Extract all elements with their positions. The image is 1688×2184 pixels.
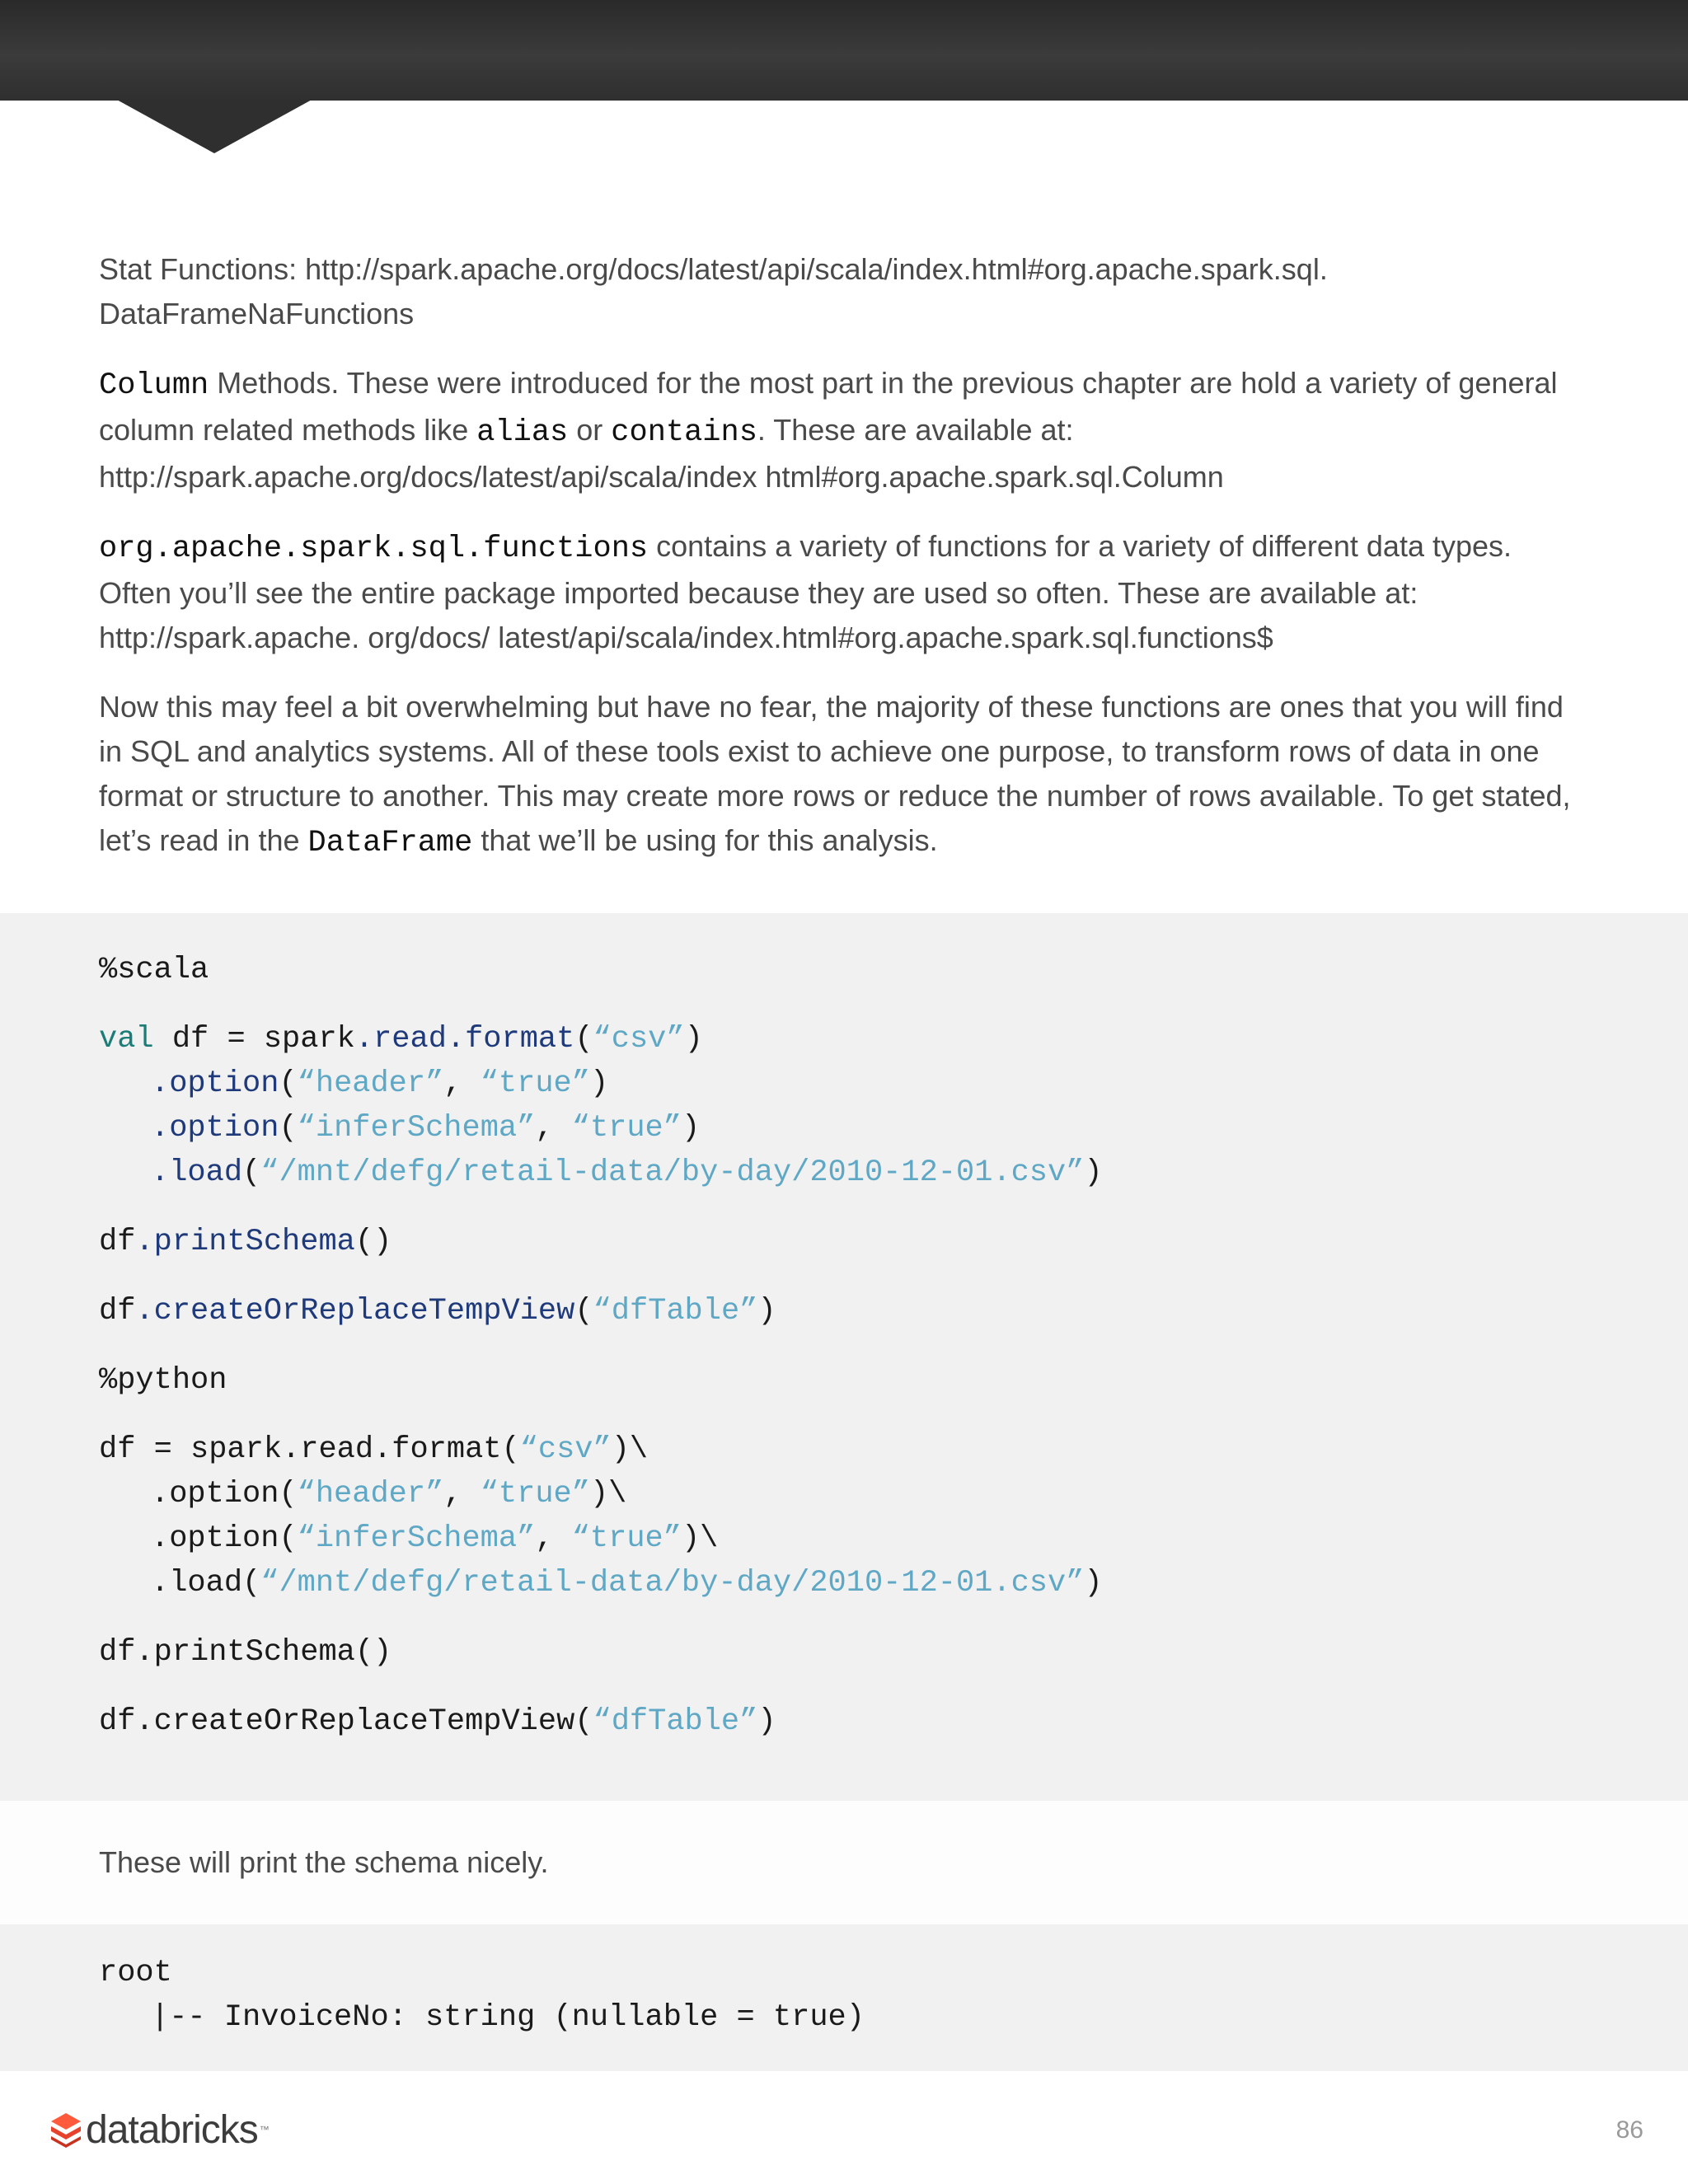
python-magic: %python xyxy=(99,1363,227,1398)
code-line xyxy=(99,1516,718,1561)
code-line xyxy=(99,1699,776,1744)
brand-name: databricks xyxy=(86,2107,258,2152)
code-string: “dfTable” xyxy=(593,1294,758,1329)
code-string: “dfTable” xyxy=(593,1704,758,1739)
code-string: “/mnt/defg/retail-data/by-day/2010-12-01.csv” xyxy=(260,1155,1085,1190)
code-line xyxy=(99,1472,626,1516)
code-fn: .createOrReplaceTempView xyxy=(135,1294,575,1329)
paragraph-column-methods xyxy=(99,361,1582,499)
schema-root: root xyxy=(99,1956,172,1990)
code-token: ) xyxy=(684,1022,703,1057)
code-fn: .option xyxy=(151,1066,279,1101)
code-token: ( xyxy=(279,1111,298,1146)
code-token: df xyxy=(99,1225,136,1259)
code-token: ) xyxy=(589,1066,609,1101)
code-token: ( xyxy=(574,1022,593,1057)
databricks-logo-icon xyxy=(49,2111,82,2148)
code-line xyxy=(99,1017,703,1062)
code-string: “true” xyxy=(480,1066,590,1101)
databricks-logo xyxy=(49,2107,270,2153)
brand-trademark: ™ xyxy=(259,2124,270,2135)
code-token: )\ xyxy=(681,1521,719,1556)
paragraph-stat-functions xyxy=(99,247,1582,336)
paragraph-text: or xyxy=(568,413,612,447)
code-token: df.createOrReplaceTempView( xyxy=(99,1704,593,1739)
code-line xyxy=(99,1289,776,1333)
code-token: ) xyxy=(1084,1155,1103,1190)
inline-code-functions-package: org.apache.spark.sql.functions xyxy=(99,532,649,566)
code-block-read xyxy=(0,913,1688,1801)
code-string: “inferSchema” xyxy=(297,1521,536,1556)
code-line xyxy=(99,1630,392,1675)
code-token: ) xyxy=(1084,1566,1103,1601)
scala-magic: %scala xyxy=(99,953,209,987)
code-string: “csv” xyxy=(593,1022,685,1057)
code-token: )\ xyxy=(611,1432,649,1467)
paragraph-stat-functions-text: Stat Functions: http://spark.apache.org/docs/latest/api/scala/index.html#org.apache.spark.sql. DataFrameNaFunctions xyxy=(99,252,1328,330)
schema-line xyxy=(99,1995,865,2040)
code-token: ) xyxy=(757,1704,776,1739)
code-token: , xyxy=(535,1111,572,1146)
paragraph-text: that we’ll be using for this analysis. xyxy=(472,823,938,857)
code-line xyxy=(99,1427,648,1472)
code-token: df = spark.read.format( xyxy=(99,1432,520,1467)
code-string: “true” xyxy=(571,1521,682,1556)
code-fn: .read.format xyxy=(354,1022,575,1057)
code-token: ( xyxy=(279,1066,298,1101)
code-line xyxy=(99,1358,227,1403)
schema-content xyxy=(99,1951,865,2089)
code-token: ) xyxy=(681,1111,701,1146)
code-token: , xyxy=(443,1066,481,1101)
inline-code-contains: contains xyxy=(611,415,757,450)
code-token: ( xyxy=(242,1155,261,1190)
code-block-schema xyxy=(0,1924,1688,2071)
code-string: “header” xyxy=(297,1477,444,1511)
code-line xyxy=(99,1062,608,1106)
paragraph-text: Now this may feel a bit overwhelming but have no fear, the majority of these functions are ones that you will find in SQL and analytics systems. All of these tools exist to achieve one purpose, to transform rows of data in one format or structure to another. This may create more rows or reduce the number of rows available. To get stated, let’s read in the xyxy=(99,690,1571,857)
body-text xyxy=(99,247,1582,890)
page-number: 86 xyxy=(1615,2116,1643,2144)
after-code-paragraph: These will print the schema nicely. xyxy=(99,1845,549,1879)
inline-code-alias: alias xyxy=(476,415,569,450)
paragraph-text: contains a variety of functions for a variety of different data types. Often you’ll see the entire package imported because they are used so often. These are available at: http://spark.apache. org/docs/ latest/api/scala/index.html#org.apache.spark.sql.functions$ xyxy=(99,529,1512,654)
code-line xyxy=(99,1106,700,1151)
code-string: “/mnt/defg/retail-data/by-day/2010-12-01.csv” xyxy=(260,1566,1085,1601)
paragraph-sql-functions xyxy=(99,524,1582,660)
code-string: “true” xyxy=(571,1111,682,1146)
code-string: “csv” xyxy=(519,1432,612,1467)
header-notch xyxy=(115,99,313,153)
code-line xyxy=(99,948,209,992)
paragraph-text: . These are available at: http://spark.apache.org/docs/latest/api/scala/index html#org.apache.spark.sql.Column xyxy=(99,413,1224,494)
code-string: “header” xyxy=(297,1066,444,1101)
schema-field-invoiceno: |-- InvoiceNo: string (nullable = true) xyxy=(151,2000,865,2035)
paragraph-text: Methods. These were introduced for the most part in the previous chapter are hold a variety of general column related methods like xyxy=(99,366,1558,447)
code-token: ) xyxy=(757,1294,776,1329)
code-token: .option( xyxy=(151,1521,298,1556)
code-token: df xyxy=(99,1294,136,1329)
code-token: ( xyxy=(574,1294,593,1329)
header-band xyxy=(0,0,1688,101)
inline-code-column: Column xyxy=(99,368,209,403)
keyword-val: val xyxy=(99,1022,154,1057)
paragraph-overview xyxy=(99,685,1582,865)
code-token: df.printSchema() xyxy=(99,1635,392,1670)
code-token: df = spark xyxy=(153,1022,355,1057)
code-fn: .load xyxy=(151,1155,243,1190)
code-token: .load( xyxy=(151,1566,261,1601)
code-line xyxy=(99,1151,1103,1195)
after-text-band xyxy=(0,1801,1688,1924)
code-string: “true” xyxy=(480,1477,590,1511)
code-fn: .option xyxy=(151,1111,279,1146)
code-token: )\ xyxy=(589,1477,627,1511)
code-token: , xyxy=(443,1477,481,1511)
code-token: .option( xyxy=(151,1477,298,1511)
code-token: () xyxy=(354,1225,392,1259)
code-token: , xyxy=(535,1521,572,1556)
code-content xyxy=(99,948,1103,1739)
code-line xyxy=(99,1561,1103,1605)
code-string: “inferSchema” xyxy=(297,1111,536,1146)
code-line xyxy=(99,1220,392,1264)
code-fn: .printSchema xyxy=(135,1225,355,1259)
inline-code-dataframe: DataFrame xyxy=(307,826,473,860)
